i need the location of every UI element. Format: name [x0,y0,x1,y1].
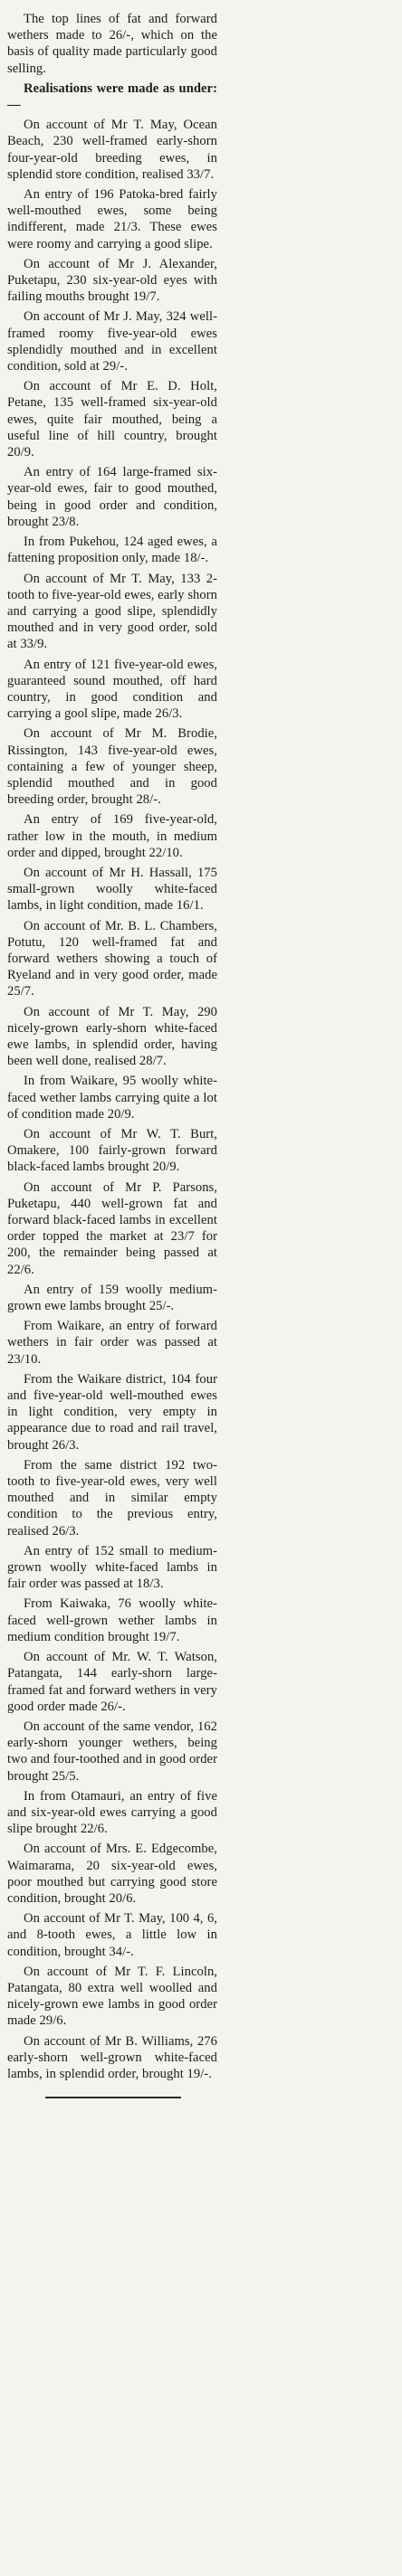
sale-entry: On account of Mr. W. T. Watson, Patangata, 144 early-shorn large-framed fat and forward wethers in very good order made 26/-. [7,1650,217,1714]
sale-entry: On account of the same vendor, 162 early-shorn younger wethers, being two and four-toothed and in good order brought 25/5. [7,1719,217,1784]
sale-entry: On account of Mr. B. L. Chambers, Potutu, 120 well-framed fat and forward wethers showing a touch of Ryeland and in very good order, made 25/7. [7,918,217,999]
sale-entry: An entry of 164 large-framed six-year-old ewes, fair to good mouthed, being in good order and condition, brought 23/8. [7,465,217,529]
sale-entry: On account of Mr T. F. Lincoln, Patangata, 80 extra well woolled and nicely-grown ewe lambs in good order made 29/6. [7,1964,217,2029]
sale-entry: An entry of 159 woolly medium-grown ewe lambs brought 25/-. [7,1282,217,1314]
article-intro: The top lines of fat and forward wethers made to 26/-, which on the basis of quality made particularly good selling. [7,12,217,76]
sale-entry: In from Pukehou, 124 aged ewes, a fattening proposition only, made 18/-. [7,535,217,566]
sale-entry: An entry of 169 five-year-old, rather low in the mouth, in medium order and dipped, brought 22/10. [7,812,217,860]
sale-entry: On account of Mr E. D. Holt, Petane, 135 well-framed six-year-old ewes, quite fair mouthed, being a useful line of hill country, brought 20/9. [7,379,217,460]
sale-entry: On account of Mr M. Brodie, Rissington, 143 five-year-old ewes, containing a few of younger sheep, splendid mouthed and in good breeding order, brought 28/-. [7,726,217,808]
sale-entry: On account of Mrs. E. Edgecombe, Waimarama, 20 six-year-old ewes, poor mouthed but carrying good store condition, brought 20/6. [7,1842,217,1906]
sale-entry: An entry of 196 Patoka-bred fairly well-mouthed ewes, some being indifferent, made 21/3. These ewes were roomy and carrying a good slipe. [7,187,217,251]
article-column [7,11,217,2098]
sale-entry: On account of Mr B. Williams, 276 early-shorn well-grown white-faced lambs, in splendid order, brought 19/-. [7,2033,217,2081]
sale-entry: On account of Mr T. May, 290 nicely-grown early-shorn white-faced ewe lambs, in splendid order, having been well done, realised 28/7. [7,1004,217,1069]
sale-entry: On account of Mr T. May, Ocean Beach, 230 well-framed early-shorn four-year-old breeding ewes, in splendid store condition, realised 33/7. [7,118,217,182]
sale-entry: On account of Mr H. Hassall, 175 small-grown woolly white-faced lambs, in light condition, made 16/1. [7,865,217,914]
sale-entry: On account of Mr J. May, 324 well-framed roomy five-year-old ewes splendidly mouthed and in excellent condition, sold at 29/-. [7,309,217,374]
sale-entry: In from Waikare, 95 woolly white-faced wether lambs carrying quite a lot of condition made 20/9. [7,1074,217,1122]
section-divider [45,2097,181,2098]
sale-entry: On account of Mr J. Alexander, Puketapu, 230 six-year-old eyes with failing mouths brought 19/7. [7,256,217,305]
sale-entry: An entry of 152 small to medium-grown woolly white-faced lambs in fair order was passed at 18/3. [7,1543,217,1592]
sale-entry: From the same district 192 two-tooth to five-year-old ewes, very well mouthed and in similar empty condition to the previous entry, realised 26/3. [7,1457,217,1539]
realisations-heading: Realisations were made as under:— [7,80,217,113]
sale-entry: From the Waikare district, 104 four and five-year-old well-mouthed ewes in light condition, very empty in appearance due to road and rail travel, brought 26/3. [7,1371,217,1453]
sale-entry: On account of Mr T. May, 133 2-tooth to five-year-old ewes, early shorn and carrying a good slipe, splendidly mouthed and in very good order, sold at 33/9. [7,571,217,652]
sale-entry: An entry of 121 five-year-old ewes, guaranteed sound mouthed, off hard country, in good condition and carrying a gool slipe, made 26/3. [7,657,217,722]
sale-entry: On account of Mr W. T. Burt, Omakere, 100 fairly-grown forward black-faced lambs brought 20/9. [7,1127,217,1175]
sale-entry: In from Otamauri, an entry of five and six-year-old ewes carrying a good slipe brought 22/6. [7,1788,217,1837]
sale-entry: From Kaiwaka, 76 woolly white-faced well-grown wether lambs in medium condition brought 19/7. [7,1596,217,1644]
sale-entry: On account of Mr P. Parsons, Puketapu, 440 well-grown fat and forward black-faced lambs in excellent order topped the market at 23/7 for 200, the remainder being passed at 22/6. [7,1179,217,1277]
sale-entry: On account of Mr T. May, 100 4, 6, and 8-tooth ewes, a little low in condition, brought 34/-. [7,1911,217,1959]
sale-entry: From Waikare, an entry of forward wethers in fair order was passed at 23/10. [7,1319,217,1367]
